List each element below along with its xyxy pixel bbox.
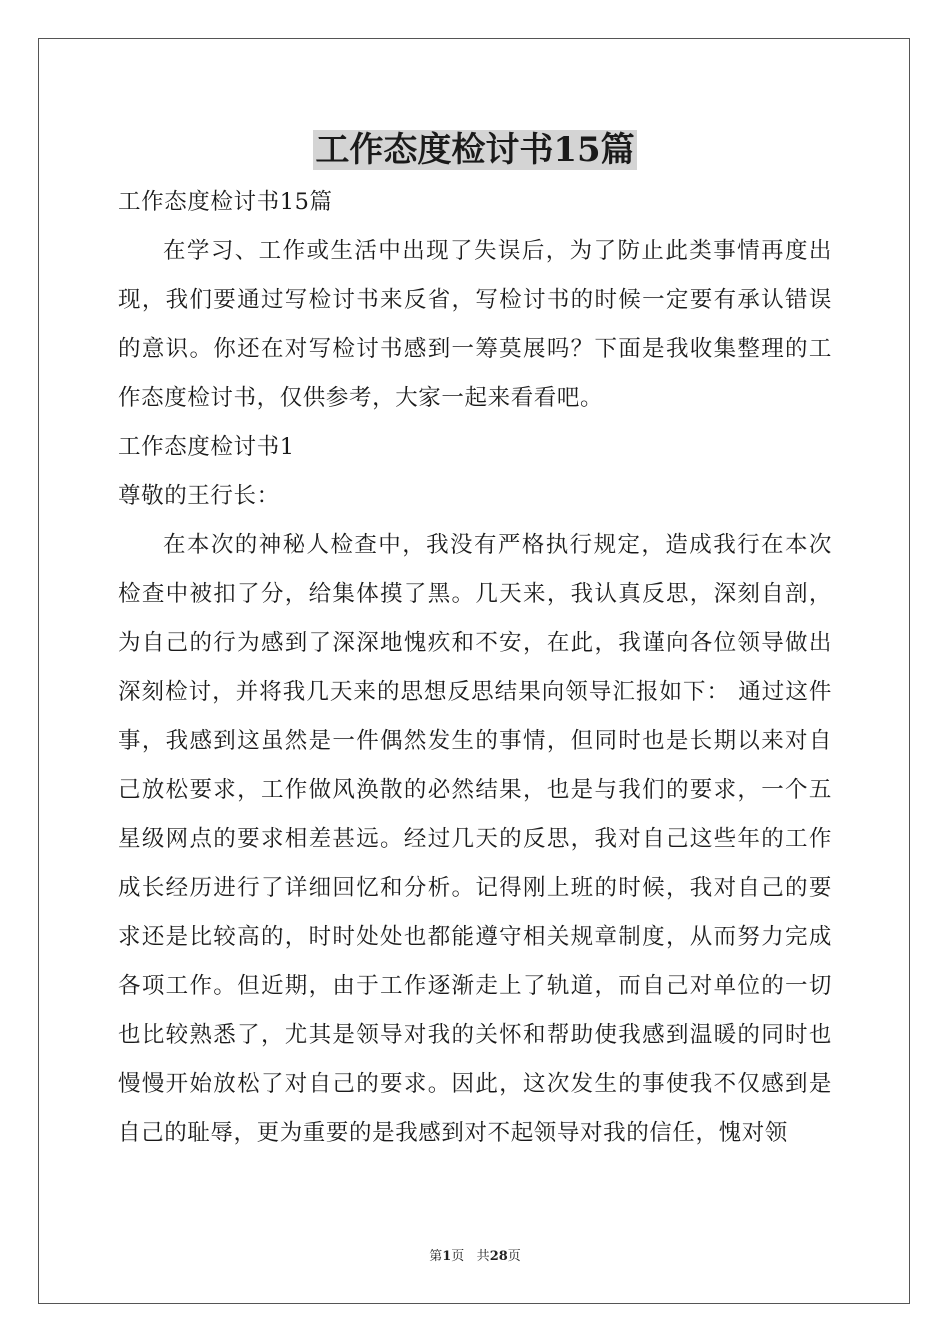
footer-total-suffix: 页 (507, 1249, 521, 1264)
salutation: 尊敬的王行长： (118, 483, 280, 509)
footer-prefix: 第 (429, 1249, 443, 1264)
document-title (0, 128, 950, 172)
page-footer (0, 1245, 950, 1264)
body-paragraph: 在本次的神秘人检查中，我没有严格执行规定，造成我行在本次检查中被扣了分，给集体摸了黑。几天来，我认真反思，深刻自剖，为自己的行为感到了深深地愧疚和不安，在此，我谨向各位领导做出深刻检讨，并将我几天来的思想反思结果向领导汇报如下： 通过这件事，我感到这虽然是一件偶然发生的事情，但同时也是长期以来对自己放松要求，工作做风涣散的必然结果，也是与我们的要求，一个五星级网点的要求相差甚远。经过几天的反思，我对自己这些年的工作成长经历进行了详细回忆和分析。记得刚上班的时候，我对自己的要求还是比较高的，时时处处也都能遵守相关规章制度，从而努力完成各项工作。但近期，由于工作逐渐走上了轨道，而自己对单位的一切也比较熟悉了，尤其是领导对我的关怀和帮助使我感到温暖的同时也慢慢开始放松了对自己的要求。因此，这次发生的事使我不仅感到是自己的耻辱，更为重要的是我感到对不起领导对我的信任，愧对领 (118, 532, 832, 1146)
footer-page-number: 1 (442, 1249, 452, 1264)
document-title-text: 工作态度检讨书15篇 (315, 130, 635, 170)
section-heading: 工作态度检讨书1 (118, 434, 295, 460)
footer-total-prefix: 共 (476, 1249, 490, 1264)
footer-page-suffix: 页 (451, 1249, 465, 1264)
intro-paragraph: 在学习、工作或生活中出现了失误后，为了防止此类事情再度出现，我们要通过写检讨书来反省，写检讨书的时候一定要有承认错误的意识。你还在对写检讨书感到一筹莫展吗？下面是我收集整理的工作态度检讨书，仅供参考，大家一起来看看吧。 (118, 238, 832, 411)
document-body (118, 178, 832, 1158)
document-subtitle: 工作态度检讨书15篇 (118, 189, 333, 215)
footer-total-pages: 28 (489, 1249, 508, 1264)
